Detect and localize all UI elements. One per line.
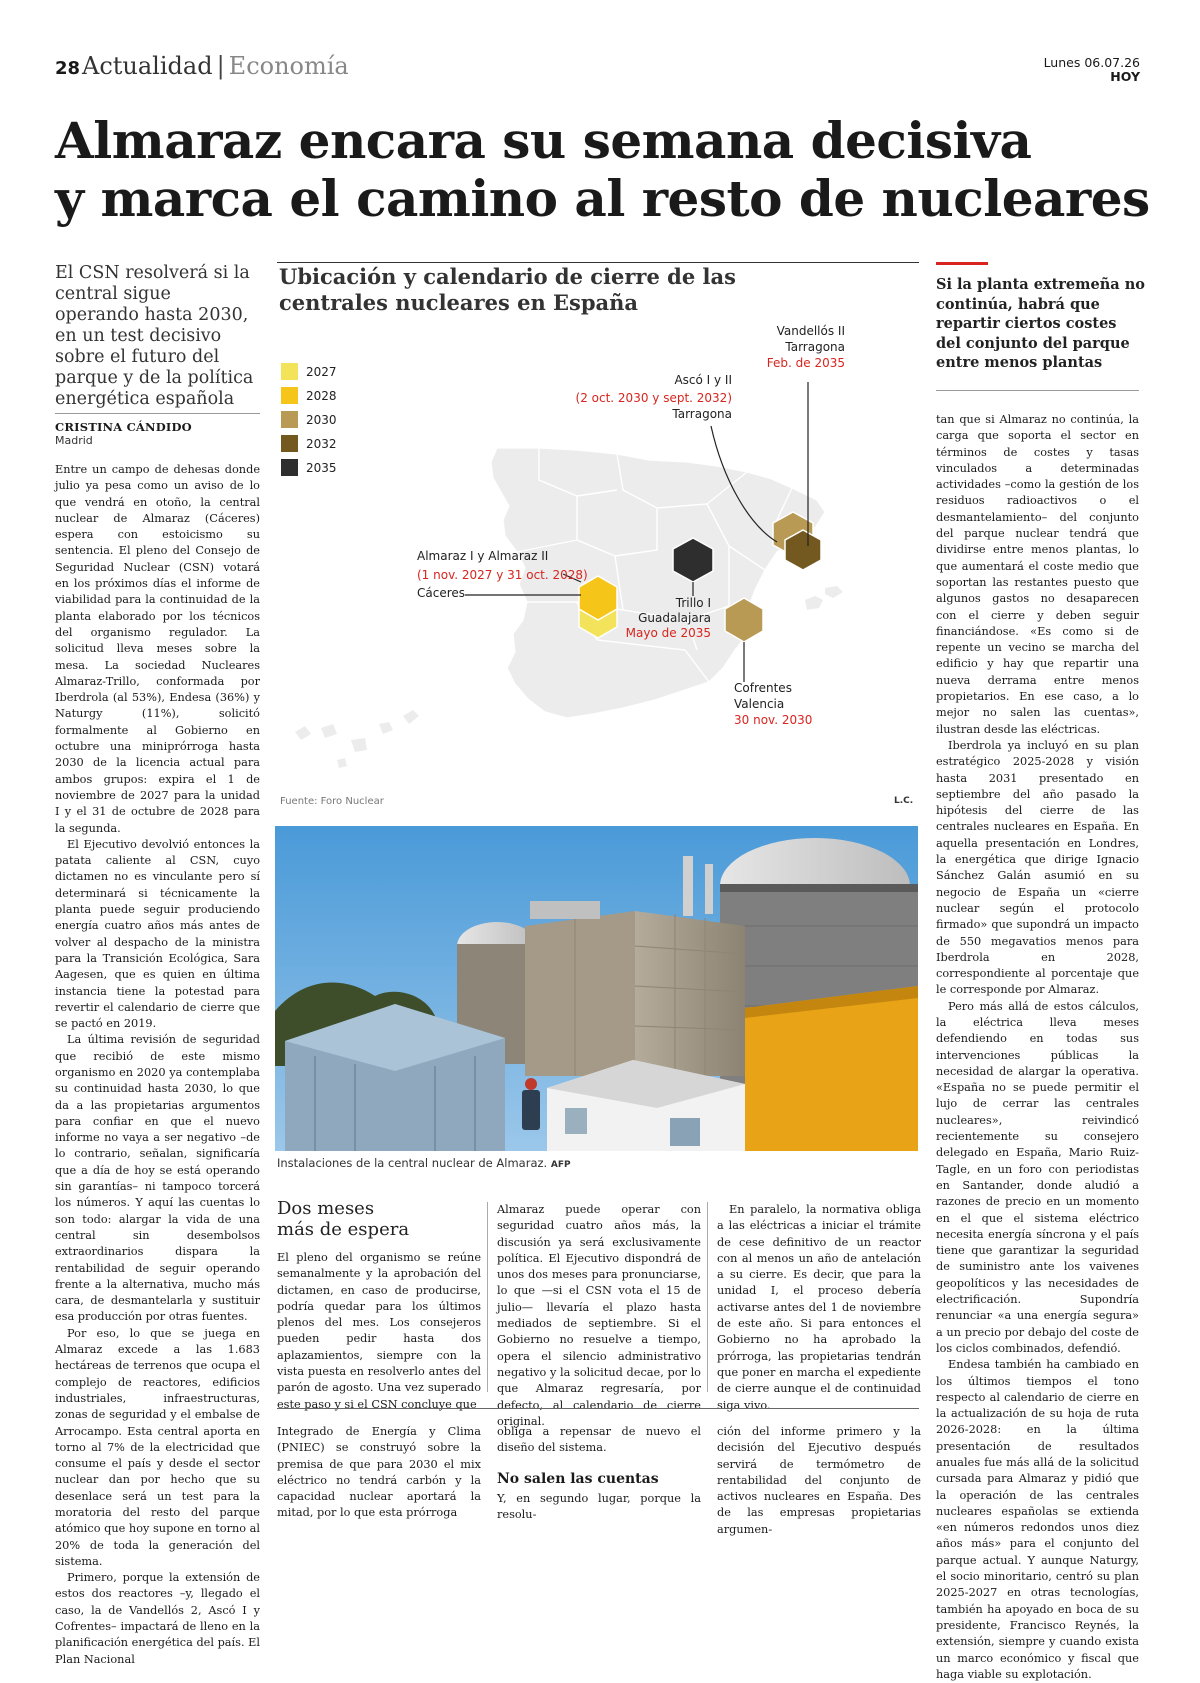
trillo-date: Mayo de 2035 <box>625 626 711 640</box>
paragraph: Entre un campo de dehesas donde julio ya pesa como un aviso de lo que vendrá en otoño, la central nuclear de Almaraz (Cáceres) espera con estoicismo su sentencia. El pleno del Consejo de Seguridad Nuclear (CSN) votará en los próximos días el informe de viabilidad para la continuidad de la planta elaborado por los técnicos del organismo regulador. La solicitud lleva meses sobre la mesa. La sociedad Nucleares Almaraz-Trillo, conformada por Iberdrola (al 53%), Endesa (36%) y Naturgy (11%), solicitó formalmente al Gobierno en octubre una miniprórroga hasta 2030 de la licencia actual para ambos grupos: expira el 1 de noviembre de 2027 para la unidad I y el 31 de octubre de 2028 para la segunda. <box>55 463 260 835</box>
column-divider <box>707 1202 708 1392</box>
pullquote-divider <box>936 390 1139 391</box>
section-label: Actualidad | Economía <box>82 52 349 80</box>
box-title-line-2: más de espera <box>277 1219 410 1240</box>
paragraph: obliga a repensar de nuevo el diseño del sistema. <box>497 1425 701 1455</box>
asco-place: Tarragona <box>672 407 732 421</box>
pullquote-accent <box>936 262 988 265</box>
cofrentes-place: Valencia <box>734 697 785 711</box>
box-column-3 <box>717 1202 921 1414</box>
infographic-source: Fuente: Foro Nuclear <box>280 796 384 807</box>
section-name: Actualidad <box>82 52 213 80</box>
subsection-name: Economía <box>228 52 349 80</box>
legend-swatch-2028 <box>281 387 298 404</box>
trillo-name: Trillo I <box>675 596 711 610</box>
paragraph: Por eso, lo que se juega en Almaraz excede a las 1.683 hectáreas de terrenos que ocupa el complejo de reactores, edificios industriales, infraestructuras, zonas de seguridad y el embalse de Arrocampo. Esta central aporta en torno al 7% de la electricidad que consume el país y desde el sector nuclear dan por hecho que su desenlace será un test para la moratoria del resto del parque atómico que hoy supone en torno al 20% de toda la generación del sistema. <box>55 1326 260 1568</box>
paragraph: Almaraz puede operar con seguridad cuatro años más, la discusión ya será exclusivamente política. El Ejecutivo dispondrá de unos dos meses para pronunciarse, lo que —si el CSN vota el 15 de julio— llevaría el plazo hasta mediados de septiembre. Si el Gobierno no resuelve a tiempo, opera el silencio administrativo negativo y la solicitud decae, por lo que Almaraz regresaría, por defecto, al calendario de cierre original. <box>497 1203 701 1428</box>
infographic-top-rule <box>277 262 919 263</box>
body-column-4 <box>717 1424 921 1538</box>
paragraph: Primero, porque la extensión de estos dos reactores –y, llegado el caso, la de Vandellós 2, Ascó I y Cofrentes– impactará de lleno en la planificación energética del país. El Plan Nacional <box>55 1571 260 1666</box>
page-number: 28 <box>55 58 81 79</box>
paragraph: Integrado de Energía y Clima (PNIEC) se construyó sobre la premisa de que para 2030 el mix eléctrico no tendrá carbón y la capacidad nuclear aportará la mitad, por lo que esta prórroga <box>277 1425 481 1520</box>
headline-line-2: y marca el camino al resto de nucleares <box>55 169 1150 228</box>
subheadline: El CSN resolverá si la central sigue operando hasta 2030, en un test decisivo sobre el futuro del parque y de la política energética española <box>55 263 254 409</box>
vandellos-date: Feb. de 2035 <box>766 356 845 370</box>
paragraph: En paralelo, la normativa obliga a las eléctricas a iniciar el trámite de cese definitivo de un reactor con al menos un año de antelación a su cierre. Es decir, que para la unidad I, el proceso debería activarse antes del 1 de noviembre de este año. Si para entonces el Gobierno no ha aprobado la prórroga, las propietarias tendrán que poner en marcha el expediente de cierre aunque el de continuidad siga vivo. <box>717 1203 921 1412</box>
vandellos-name: Vandellós II <box>776 324 845 338</box>
spain-landmass <box>491 448 825 718</box>
legend-swatch-2027 <box>281 363 298 380</box>
legend-label-2032: 2032 <box>306 437 337 451</box>
photo-caption <box>277 1156 571 1170</box>
infographic-credit: L.C. <box>894 796 914 806</box>
legend <box>281 363 337 476</box>
legend-label-2028: 2028 <box>306 389 337 403</box>
asco-name: Ascó I y II <box>674 373 732 387</box>
legend-label-2035: 2035 <box>306 461 337 475</box>
almaraz-name: Almaraz I y Almaraz II <box>417 549 549 563</box>
legend-swatch-2035 <box>281 459 298 476</box>
headline <box>55 112 1155 228</box>
issue-date: Lunes 06.07.26 <box>1043 55 1140 70</box>
trillo-place: Guadalajara <box>638 611 711 625</box>
almaraz-place: Cáceres <box>417 586 466 600</box>
date-block <box>1044 56 1140 84</box>
paragraph: El pleno del organismo se reúne semanalmente y la aprobación del dictamen, en caso de producirse, podría quedar para los últimos plenos del mes. Los consejeros pueden pedir hasta dos aplazamientos, siempre con la vista puesta en resolverlo antes del parón de agosto. Una vez superado este paso y si el CSN concluye que <box>277 1251 481 1411</box>
author: CRISTINA CÁNDIDO <box>55 420 192 434</box>
paragraph: Iberdrola ya incluyó en su plan estratégico 2025-2028 y visión hasta 2031 presentado en septiembre del año pasado la hipótesis del cierre de las centrales nucleares en España. En aquella presentación en Londres, la energética que dirige Ignacio Sánchez Galán asumió en su negocio de España un «cierre nuclear según el protocolo firmado» que supondrá un impacto de 550 megavatios menos para Iberdrola en 2028, correspondiente al porcentaje que le corresponde por Almaraz. <box>936 738 1139 997</box>
paragraph: ción del informe primero y la decisión del Ejecutivo después servirá de termómetro de rentabilidad del conjunto de activos nucleares en España. Des de las empresas propietarias argumen- <box>717 1425 921 1536</box>
spain-map <box>277 320 919 820</box>
caption-text: Instalaciones de la central nuclear de Almaraz. <box>277 1156 548 1170</box>
body-column-5 <box>936 412 1139 1683</box>
asco-date: (2 oct. 2030 y sept. 2032) <box>575 391 732 405</box>
box-column-2 <box>497 1202 701 1430</box>
paragraph: tan que si Almaraz no continúa, la carga que soporta el sector en términos de costes y tasas vinculados a determinadas actividades –como la gestión de los residuos radioactivos o el desmantelamiento– del conjunto del parque nuclear tendrá que dividirse entre menos plantas, lo que aumentará el coste medio que soportan las restantes puesto que algunos gastos no desaparecen con el cierre y deben seguir financiándose. «Es como si de repente un vecino se marcha del edificio y hay que repartir una nueva derrama entre menos propietarios. En ese caso, a lo mejor no salen las cuentas», ilustran desde las eléctricas. <box>936 413 1139 736</box>
legend-swatch-2030 <box>281 411 298 428</box>
column-divider <box>487 1202 488 1392</box>
nuclear-plant-photo <box>275 826 918 1151</box>
pullquote: Si la planta extremeña no continúa, habrá que repartir ciertos costes del conjunto del parque entre menos plantas <box>936 276 1145 371</box>
paragraph: Endesa también ha cambiado en los últimos tiempos el tono respecto al calendario de cierre en la actualización de su hoja de ruta 2026-2028: en la última presentación de resultados anuales fue más allá de la solicitud cursada para Almaraz y pidió que la operación de las centrales nucleares españolas se extienda «en números redondos unos diez años más» para el conjunto del parque actual. Y aunque Naturgy, el socio minoritario, centró su plan 2025-2027 en otras tecnologías, también ha apoyado en boca de su presidente, Francisco Reynés, la extensión, siempre y cuando exista un marco económico y fiscal que haga viable su explotación. <box>936 1358 1139 1681</box>
cofrentes-name: Cofrentes <box>734 681 792 695</box>
box-title <box>277 1198 409 1240</box>
legend-label-2030: 2030 <box>306 413 337 427</box>
infographic-title: Ubicación y calendario de cierre de las centrales nucleares en España <box>279 264 736 315</box>
dateline-city: Madrid <box>55 434 93 447</box>
canary-islands <box>295 710 419 768</box>
vandellos-place: Tarragona <box>785 340 845 354</box>
paragraph: La última revisión de seguridad que recibió de este mismo organismo en 2020 ya contemplaba su continuidad hasta 2030, lo que da a las propietarias argumentos para confiar en que el nuevo informe no vaya a ser negativo –de lo contrario, señalan, significaría que a día de hoy se está operando sin garantías– ni tampoco torcerá los números. Y aquí las cuentas lo son todo: alargar la vida de una central sin desembolsos extraordinarios dispara la rentabilidad de seguir operando frente a la alternativa, mucho más cara, de desmantelarla y sustituir esa producción por otras fuentes. <box>55 1033 260 1324</box>
almaraz-date: (1 nov. 2027 y 31 oct. 2028) <box>417 568 588 582</box>
photo-agency: AFP <box>550 1160 571 1170</box>
section-subhead: No salen las cuentas <box>497 1470 659 1487</box>
body-column-2 <box>277 1424 481 1522</box>
paper-name: HOY <box>1110 69 1140 84</box>
box-bottom-rule <box>277 1408 919 1409</box>
paragraph: Y, en segundo lugar, porque la resolu- <box>497 1491 701 1521</box>
cofrentes-date: 30 nov. 2030 <box>734 713 813 727</box>
legend-swatch-2032 <box>281 435 298 452</box>
paragraph: Pero más allá de estos cálculos, la eléctrica lleva meses defendiendo en todas sus intervenciones públicas la necesidad de alargar la operativa. «España no se puede permitir el lujo de cerrar las centrales nucleares», reivindicó recientemente su consejero delegado en España, Mario Ruiz-Tagle, en un foro con periodistas en Santander, donde aludió a razones de precio en un momento en el que el sistema eléctrico necesita energía síncrona y el país tiene que garantizar la seguridad de suministro ante los vaivenes geopolíticos y las necesidades de electrificación. Supondría renunciar «a una energía segura» a un precio por debajo del coste de los ciclos combinados, defendió. <box>936 999 1139 1355</box>
balearic-islands <box>805 586 843 610</box>
headline-line-1: Almaraz encara su semana decisiva <box>55 111 1032 170</box>
body-column-3 <box>497 1424 701 1523</box>
legend-label-2027: 2027 <box>306 365 337 379</box>
paragraph: El Ejecutivo devolvió entonces la patata caliente al CSN, cuyo dictamen no es vinculante pero sí determinará si técnicamente la planta puede seguir produciendo energía cuatro años más antes de volver al despacho de la ministra para la Transición Ecológica, Sara Aagesen, que es quien en última instancia tiene la potestad para revertir el calendario de cierre que se pactó en 2019. <box>55 837 260 1031</box>
box-column-1 <box>277 1250 481 1413</box>
box-title-line-1: Dos meses <box>277 1198 375 1219</box>
byline-divider <box>55 413 260 414</box>
body-column-1 <box>55 462 260 1668</box>
